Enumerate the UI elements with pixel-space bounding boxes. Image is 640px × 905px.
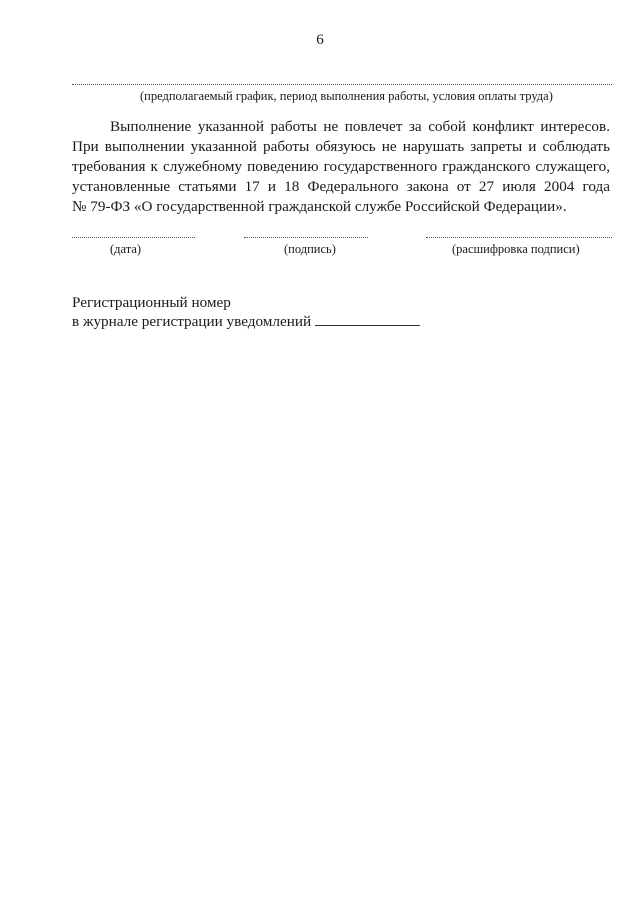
decryption-fill-line: [426, 237, 612, 238]
schedule-fill-line: [72, 84, 612, 85]
paragraph-line: Выполнение указанной работы не повлечет за собой конфликт интересов.: [110, 118, 610, 135]
decryption-caption: (расшифровка подписи): [452, 242, 580, 256]
obligation-paragraph: [72, 117, 610, 217]
date-caption: (дата): [110, 242, 142, 256]
page-number: 6: [316, 32, 324, 48]
signature-caption: (подпись): [284, 242, 336, 256]
date-fill-line: [72, 237, 195, 238]
paragraph-line: требования к служебному поведению государственного гражданского служащего,: [72, 158, 610, 175]
registration-number-blank: [315, 325, 420, 326]
registration-label-line1: Регистрационный номер: [72, 294, 231, 311]
signature-fill-line: [244, 237, 368, 238]
schedule-caption: (предполагаемый график, период выполнения работы, условия оплаты труда): [140, 89, 553, 103]
paragraph-line: № 79-ФЗ «О государственной гражданской службе Российской Федерации».: [72, 198, 567, 215]
registration-label-line2: [72, 313, 420, 331]
paragraph-line: установленные статьями 17 и 18 Федерального закона от 27 июля 2004 года: [72, 178, 610, 195]
registration-journal-label: в журнале регистрации уведомлений: [72, 313, 312, 330]
paragraph-line: При выполнении указанной работы обязуюсь не нарушать запреты и соблюдать: [72, 138, 610, 155]
